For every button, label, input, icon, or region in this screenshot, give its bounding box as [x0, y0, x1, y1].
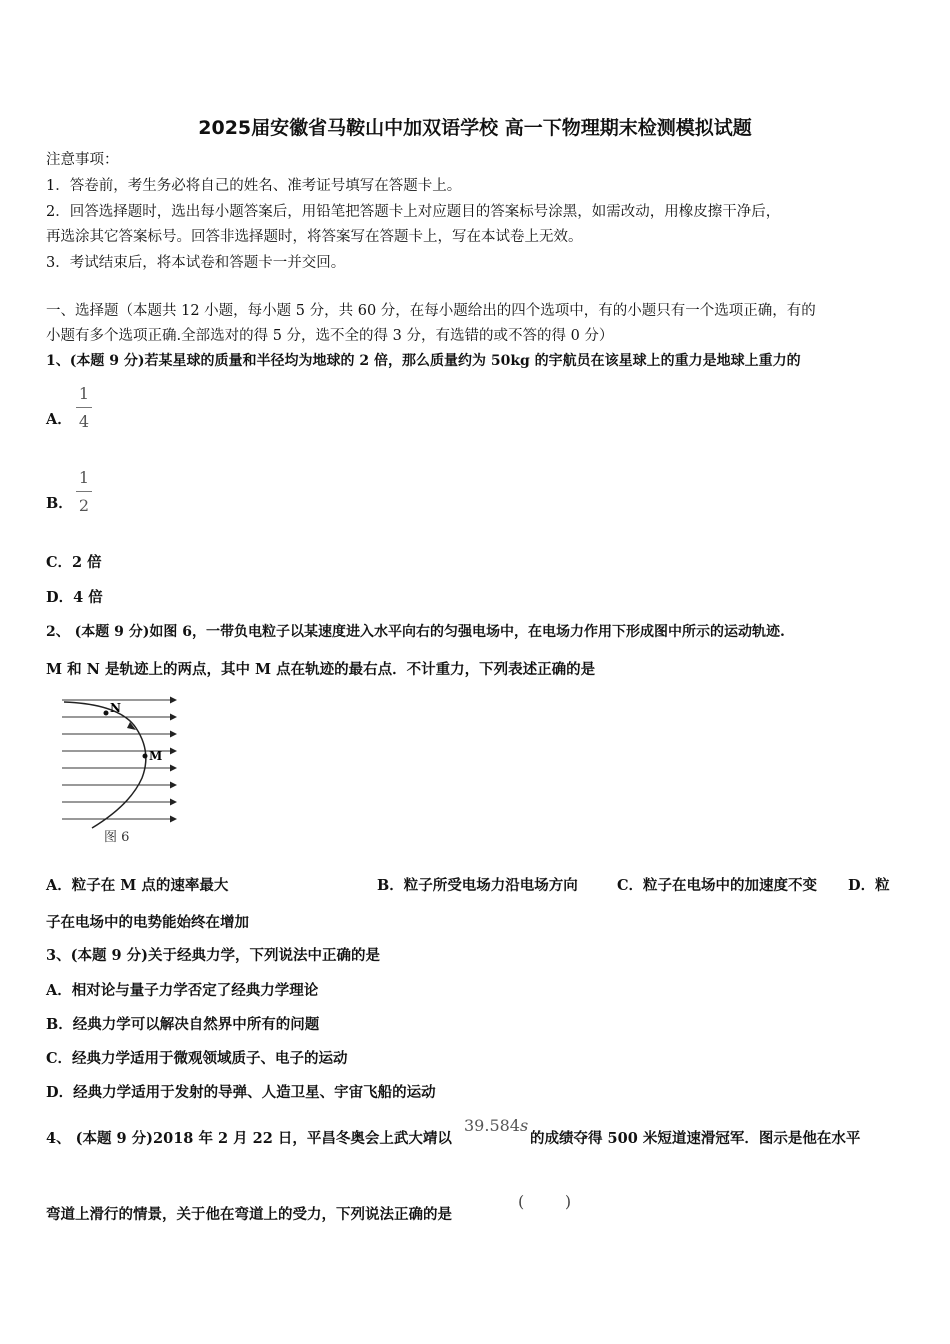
- point-m: [143, 754, 148, 759]
- q2-stem-line2: M 和 N 是轨迹上的两点，其中 M 点在轨迹的最右点．不计重力，下列表述正确的是: [46, 661, 596, 678]
- q1-option-d: D．4 倍: [46, 589, 103, 606]
- q3-option-c: C．经典力学适用于微观领域质子、电子的运动: [46, 1050, 348, 1067]
- q3-stem: 3、(本题 9 分)关于经典力学，下列说法中正确的是: [46, 947, 380, 964]
- q1-b-denominator: 2: [78, 496, 90, 515]
- q4-time-value: 39.584: [464, 1116, 520, 1135]
- q2-option-b: B．粒子所受电场力沿电场方向: [377, 877, 578, 894]
- notice-item-2: 2．回答选择题时，选出每小题答案后，用铅笔把答题卡上对应题目的答案标号涂黑，如需改动，用橡皮擦干净后，: [46, 204, 781, 220]
- notice-heading: 注意事项：: [46, 152, 119, 168]
- q1-a-numerator: 1: [78, 384, 90, 403]
- q1-a-denominator: 4: [78, 412, 90, 431]
- fraction-bar: [76, 407, 92, 408]
- label-n: N: [110, 701, 121, 715]
- q2-stem-line1: 2、 (本题 9 分)如图 6，一带负电粒子以某速度进入水平向右的匀强电场中，在电场力作用下形成图中所示的运动轨迹.: [46, 624, 785, 640]
- notice-item-2-cont: 再选涂其它答案标号。回答非选择题时，将答案写在答题卡上，写在本试卷上无效。: [46, 229, 583, 245]
- point-n: [104, 711, 109, 716]
- q1-option-c: C．2 倍: [46, 554, 102, 571]
- notice-item-1: 1．答卷前，考生务必将自己的姓名、准考证号填写在答题卡上。: [46, 178, 462, 194]
- q4-stem-after: 的成绩夺得 500 米短道速滑冠军．图示是他在水平: [530, 1130, 861, 1147]
- trajectory-curve: [64, 702, 146, 828]
- q4-time: [464, 1116, 528, 1135]
- q4-time-unit: s: [519, 1116, 529, 1135]
- q1-b-numerator: 1: [78, 468, 90, 487]
- figure-caption: 图 6: [104, 830, 130, 845]
- fraction-bar: [76, 491, 92, 492]
- q2-option-d-part1: D．粒: [848, 877, 890, 894]
- q2-option-c: C．粒子在电场中的加速度不变: [617, 877, 818, 894]
- q3-option-a: A．相对论与量子力学否定了经典力学理论: [46, 982, 319, 999]
- label-m: M: [149, 749, 163, 763]
- q3-option-d: D．经典力学适用于发射的导弹、人造卫星、宇宙飞船的运动: [46, 1084, 436, 1101]
- q1-option-b-fraction: [76, 468, 92, 515]
- q1-option-b-label: B．: [46, 495, 73, 512]
- section-heading-line2: 小题有多个选项正确.全部选对的得 5 分，选不全的得 3 分，有选错的或不答的得 0 分）: [46, 328, 614, 344]
- q2-option-d-part2: 子在电场中的电势能始终在增加: [46, 914, 249, 931]
- q4-stem-line2: 弯道上滑行的情景，关于他在弯道上的受力，下列说法正确的是: [46, 1206, 452, 1223]
- page-title: 2025届安徽省马鞍山中加双语学校 高一下物理期末检测模拟试题: [198, 117, 752, 139]
- q1-option-a-fraction: [76, 384, 92, 431]
- notice-item-3: 3．考试结束后，将本试卷和答题卡一并交回。: [46, 255, 346, 271]
- section-heading-line1: 一、选择题（本题共 12 小题，每小题 5 分，共 60 分，在每小题给出的四个选项中，有的小题只有一个选项正确，有的: [46, 303, 816, 319]
- q4-stem-before: 4、 (本题 9 分)2018 年 2 月 22 日，平昌冬奥会上武大靖以: [46, 1130, 452, 1147]
- q2-option-a: A．粒子在 M 点的速率最大: [46, 877, 229, 894]
- q4-answer-paren: ( ): [518, 1192, 572, 1211]
- q1-stem: 1、(本题 9 分)若某星球的质量和半径均为地球的 2 倍，那么质量约为 50kg 的宇航员在该星球上的重力是地球上重力的: [46, 353, 801, 369]
- q1-option-a-label: A．: [46, 411, 72, 428]
- q3-option-b: B．经典力学可以解决自然界中所有的问题: [46, 1016, 320, 1033]
